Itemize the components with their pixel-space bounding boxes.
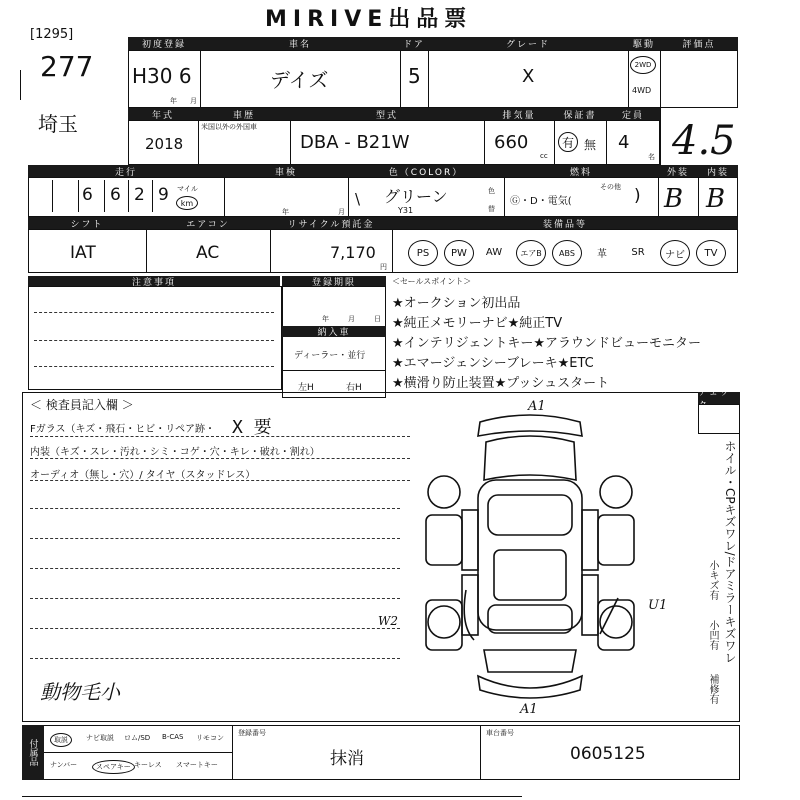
color-value: グリーン — [384, 187, 448, 206]
hdr-equipment: 装備品等 — [392, 217, 738, 229]
mark-right: U1 — [648, 598, 668, 613]
document-title: MIRIVE出品票 — [265, 7, 473, 32]
mileage-digit-1: 6 — [82, 185, 93, 205]
car-name-value: デイズ — [270, 68, 329, 92]
option-row1-4: リモコン — [196, 734, 224, 742]
equipment-4: ABS — [552, 240, 582, 266]
hdr-shift: シフト — [28, 217, 146, 229]
hdr-year: 年式 — [128, 108, 198, 120]
sales-point-label: ＜セールスポイント＞ — [392, 277, 472, 286]
mileage-unit-km: km — [176, 196, 198, 210]
mark-rear: A1 — [520, 702, 538, 717]
animal-hair-note: 動物毛小 — [40, 680, 120, 704]
sales-point-4: ★横滑り防止装置★プッシュスタート — [392, 376, 610, 391]
option-row1-0: 取説 — [50, 733, 72, 747]
mark-left: W2 — [378, 614, 398, 628]
fglass-handwritten: X 要 — [232, 417, 272, 438]
reg-no-value: 抹消 — [330, 749, 364, 769]
option-row2-1: スペアキー — [92, 760, 135, 774]
equipment-6: SR — [631, 246, 645, 258]
equipment-1: PW — [444, 240, 474, 266]
chassis-label: 車台番号 — [486, 729, 514, 737]
exterior-value: B — [664, 184, 684, 214]
hdr-car-name: 車名 — [200, 37, 400, 50]
lot-number: 277 — [40, 50, 94, 83]
history-note: 米国以外の外国車 — [201, 123, 257, 131]
hdr-history: 車歴 — [198, 108, 290, 120]
hdr-mileage: 走行 — [28, 165, 224, 177]
side-note-dent: 小凹有 — [707, 620, 718, 650]
equipment-3: エアB — [516, 240, 546, 266]
inspector-line-2: 内装（キズ・スレ・汚れ・シミ・コゲ・穴・キレ・破れ・割れ） — [30, 447, 320, 458]
option-row2-0: ナンバー — [50, 761, 78, 769]
capacity-value: 4 — [618, 132, 630, 153]
equipment-8: TV — [696, 240, 726, 266]
shaken-sep: \ — [355, 190, 361, 208]
hdr-checkin: 納入車 — [282, 326, 386, 337]
option-row2-3: スマートキー — [176, 761, 218, 769]
hdr-notes: 注意事項 — [28, 276, 280, 286]
drive-2wd: 2WD — [630, 56, 656, 74]
year-value: 2018 — [145, 135, 184, 153]
checkin-dealer: ディーラー・並行 — [294, 351, 366, 361]
model-value: DBA - B21W — [300, 132, 410, 153]
inspector-line-3: オーディオ（無し・穴）/ タイヤ（スタッドレス） — [30, 470, 256, 481]
mileage-digit-2: 6 — [110, 185, 121, 205]
inspector-line-1: Fガラス（キズ・飛石・ヒビ・リペア跡・ — [30, 424, 216, 435]
aircon-value: AC — [196, 243, 220, 263]
doors-value: 5 — [408, 64, 421, 88]
drive-4wd: 4WD — [632, 86, 652, 95]
inspector-label: ＜ 検査員記入欄 ＞ — [30, 398, 134, 412]
equipment-7: ナビ — [660, 240, 690, 266]
sales-point-2: ★インテリジェントキー★アラウンドビューモニター — [392, 336, 702, 351]
lot-code: [1295] — [30, 27, 74, 42]
hdr-score: 評価点 — [660, 37, 738, 50]
mark-front: A1 — [528, 399, 546, 414]
sales-point-0: ★オークション初出品 — [392, 296, 521, 311]
hdr-recycle: リサイクル預託金 — [270, 217, 392, 229]
hdr-check: チェック — [698, 392, 740, 404]
shift-value: IAT — [70, 243, 96, 263]
sales-point-1: ★純正メモリーナビ★純正TV — [392, 316, 563, 331]
car-diagram — [400, 400, 670, 720]
grade-value: X — [522, 66, 535, 87]
reg-no-label: 登録番号 — [238, 729, 266, 737]
first-reg-value: H30 6 — [132, 64, 192, 88]
option-row2-2: キーレス — [134, 761, 162, 769]
equipment-0: PS — [408, 240, 438, 266]
hdr-warranty: 保証書 — [554, 108, 606, 120]
option-row1-1: ナビ取説 — [86, 734, 114, 742]
hdr-accessory: 付属品 — [22, 725, 44, 780]
hdr-reg-deadline: 登録期限 — [282, 276, 386, 286]
chassis-value: 0605125 — [570, 744, 646, 764]
option-row1-2: ロム/SD — [124, 734, 151, 742]
side-note-scratch: 小キズ有 — [707, 560, 718, 600]
option-row1-3: B-CAS — [162, 733, 184, 741]
equipment-2: AW — [485, 246, 503, 258]
fuel-value: Ⓖ・D・電気( — [510, 196, 572, 207]
mileage-digit-4: 9 — [158, 185, 169, 205]
score-value: 4.5 — [672, 118, 736, 164]
left-marker — [20, 70, 21, 100]
hdr-color: 色（COLOR） — [348, 165, 504, 177]
checkin-right: 右H — [346, 383, 362, 393]
sales-point-3: ★エマージェンシーブレーキ★ETC — [392, 356, 594, 371]
hdr-displacement: 排気量 — [484, 108, 554, 120]
side-note-repair: 補修有 — [707, 674, 718, 704]
warranty-no: 無 — [584, 138, 597, 152]
hdr-fuel: 燃料 — [504, 165, 658, 177]
region: 埼玉 — [38, 112, 78, 136]
hdr-exterior: 外装 — [658, 165, 698, 177]
recycle-value: 7,170 — [330, 243, 376, 262]
hdr-shaken: 車検 — [224, 165, 348, 177]
color-code: Y31 — [398, 206, 414, 215]
hdr-aircon: エアコン — [146, 217, 270, 229]
hdr-drive: 駆動 — [628, 37, 660, 50]
mileage-unit-mile: マイル — [177, 185, 198, 193]
hdr-model: 型式 — [290, 108, 484, 120]
mileage-digit-3: 2 — [134, 185, 145, 205]
hdr-doors: ドア — [400, 37, 428, 50]
equipment-5: 革 — [597, 248, 607, 260]
hdr-capacity: 定員 — [606, 108, 660, 120]
hdr-first-reg: 初度登録 — [128, 37, 200, 50]
checkin-left: 左H — [298, 383, 314, 393]
hdr-interior: 内装 — [698, 165, 738, 177]
interior-value: B — [706, 184, 726, 214]
displacement-value: 660 — [494, 132, 529, 153]
warranty-yes: 有 — [558, 132, 578, 152]
side-note-main: ホイル・CPキズワレ/ドアミラーキズワレ — [723, 440, 737, 664]
hdr-grade: グレード — [428, 37, 628, 50]
